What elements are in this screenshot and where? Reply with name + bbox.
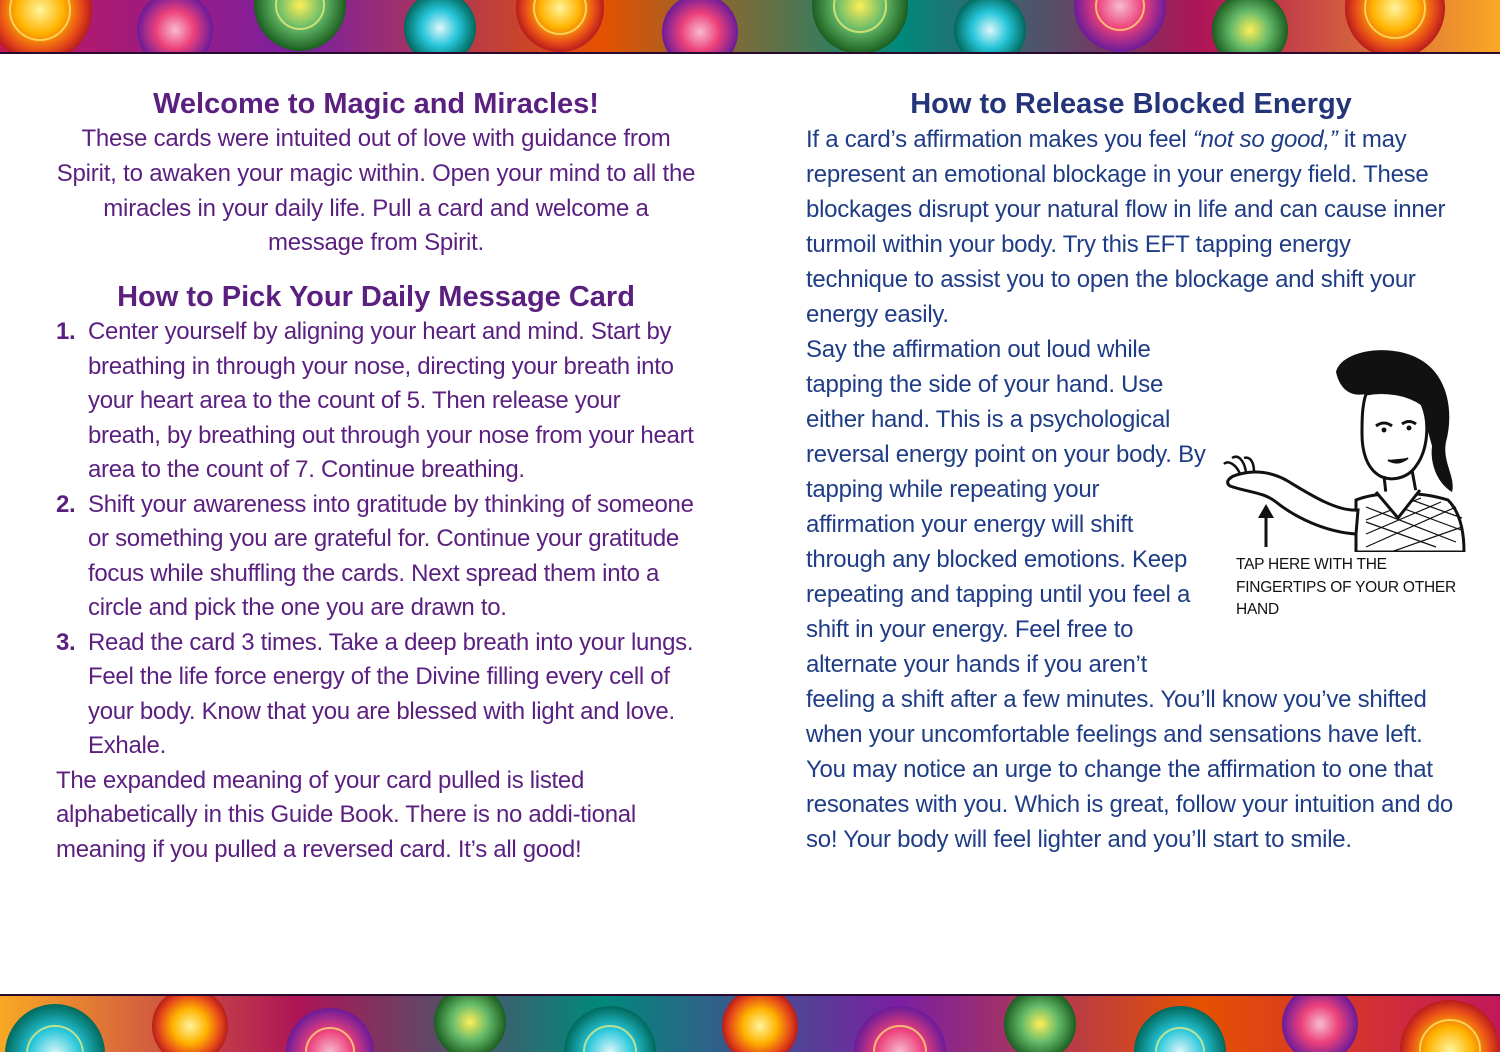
step-item [56,488,696,626]
step-text: Center yourself by aligning your heart and mind. Start by breathing in through your nose, directing your breath into your heart area to the count of 5. Then release your breath, by breathing out through your nose from your heart area to the count of 7. Continue breathing. [88,318,694,484]
welcome-title: Welcome to Magic and Miracles! [153,88,599,120]
pick-card-title: How to Pick Your Daily Message Card [117,281,635,314]
welcome-paragraph: These cards were intuited out of love with guidance from Spirit, to awaken your magic within. Open your mind to all the miracles in your daily life. Pull a card and welcome a message from Spirit. [56,125,696,257]
release-energy-title: How to Release Blocked Energy [910,88,1352,120]
step-number: 2. [56,490,76,518]
right-column [806,86,1456,857]
release-energy-body [806,122,1456,857]
step-text: Read the card 3 times. Take a deep breath into your lungs. Feel the life force energy of the Divine filling every cell of your body. Know that you are blessed with light and love. Exhale. [88,628,694,760]
intro-text-start: If a card’s affirmation makes you feel [806,126,1193,153]
top-decorative-border [0,0,1500,54]
steps-list [56,315,696,764]
step-number: 1. [56,318,76,346]
tapping-illustration [1216,332,1466,648]
mandala-pattern-top [0,0,1500,52]
bottom-decorative-border [0,994,1500,1052]
intro-text-rest: it may represent an emotional blockage in your energy field. These blockages disrupt your natural flow in life and can cause inner turmoil within your body. Try this EFT tapping energy technique to assist you to open the blockage and shift your energy easily. [806,126,1446,328]
intro-paragraph [806,122,1456,332]
closing-paragraph: The expanded meaning of your card pulled is listed alphabetically in this Guide Book. There is no addi-tional meaning if you pulled a reversed card. It’s all good! [56,766,636,863]
tapping-paragraph: Say the affirmation out loud while tapping the side of your hand. Use either hand. This is a psychological reversal energy point on your body. By tapping while repeating your affirmation your energy will shift through any blocked emotions. Keep repeating and tapping until you feel a shift in your energy. Feel free to alternate your hands if you aren’t feeling a shift after a few minutes. You’ll know you’ve shifted when your uncomfortable feelings and sensations have left. You may notice an urge to change the affirmation to one that resonates with you. Which is great, follow your intuition and do so! Your body will feel lighter and you’ll start to smile. [806,336,1454,853]
step-text: Shift your awareness into gratitude by thinking of someone or something you are grateful for. Continue your gratitude focus while shuffling the cards. Next spread them into a circle and pick the one you are drawn to. [88,490,694,622]
step-item [56,626,696,764]
tap-instruction-caption: TAP HERE WITH THE FINGERTIPS OF YOUR OTHER HAND [1236,556,1456,618]
not-so-good-quote: “not so good,” [1192,126,1338,153]
left-column [56,86,696,867]
step-number: 3. [56,628,76,656]
retro-woman-illustration [1216,342,1466,552]
step-item [56,315,696,488]
mandala-pattern-bottom [0,996,1500,1052]
